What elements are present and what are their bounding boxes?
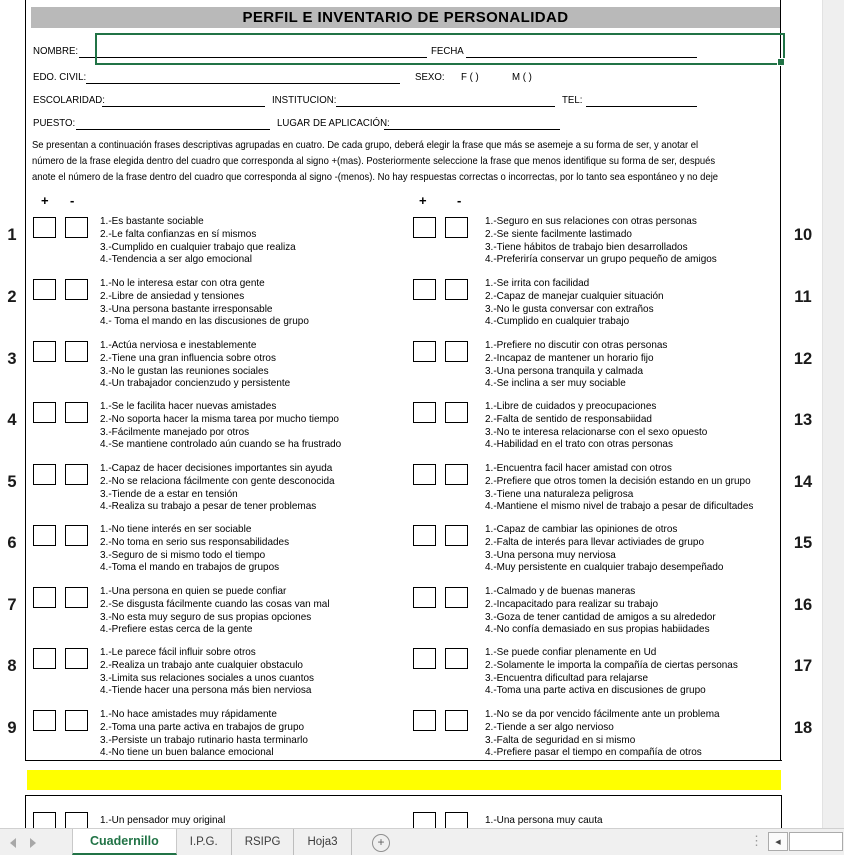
phrase-text: 2.-Incapaz de mantener un horario fijo [485, 351, 654, 364]
plus-box-group-4[interactable] [33, 402, 56, 423]
plus-box-group-13[interactable] [413, 402, 436, 423]
plus-box-group-19[interactable] [33, 812, 56, 828]
minus-box-group-15[interactable] [445, 525, 468, 546]
phrase-text: 4.-Se mantiene controlado aún cuando se ha frustrado [100, 438, 342, 451]
phrase-text: 4.-Realiza su trabajo a pesar de tener problemas [100, 500, 317, 513]
minus-box-group-11[interactable] [445, 279, 468, 300]
minus-box-group-3[interactable] [65, 341, 88, 362]
instructions-line-2: número de la frase elegida dentro del cuadro que corresponda al signo +(mas). Posteriormente seleccione la frase que menos identifique su forma de ser, después [32, 155, 716, 167]
minus-box-group-1[interactable] [65, 217, 88, 238]
phrase-text: 3.-Tiene una naturaleza peligrosa [485, 487, 634, 500]
phrase-text: 1.-Calmado y de buenas maneras [485, 585, 636, 597]
phrase-text: 4.-No confía demasiado en sus propias habiidades [485, 623, 710, 636]
group-row-5-14 [0, 462, 844, 520]
minus-header-right: - [457, 193, 462, 208]
phrase-text: 4.-Toma el mando en trabajos de grupos [100, 561, 280, 574]
group-number-1: 1 [7, 226, 17, 244]
phrase-text: 3.-Una persona bastante irresponsable [100, 302, 273, 315]
horizontal-scrollbar-thumb[interactable] [789, 832, 843, 851]
phrase-text: 2.-Falta de sentido de responsabiidad [485, 412, 652, 425]
phrase-text: 4.-Muy persistente en cualquier trabajo desempeñado [485, 561, 724, 574]
minus-box-group-17[interactable] [445, 648, 468, 669]
phrase-text: 2.-Prefiere que otros tomen la decisión estando en un grupo [485, 474, 751, 487]
phrase-text: 4.- Toma el mando en las discusiones de grupo [100, 315, 309, 328]
instructions-line-1: Se presentan a continuación frases descriptivas agrupadas en cuatro. De cada grupo, deberá elegir la frase que más se asemeje a su forma de ser, y anotar el [32, 139, 699, 151]
instructions-line-3: anote el número de la frase dentro del cuadro que corresponda al signo -(menos). No hay respuestas correctas o incorrectas, por lo tanto sea espontáneo y no deje [32, 171, 719, 183]
nombre-label: NOMBRE: [33, 45, 79, 57]
group-row-3-12 [0, 339, 844, 397]
phrase-text: 3.-Limita sus relaciones sociales a unos cuantos [100, 671, 315, 684]
group-number-7: 7 [7, 596, 17, 614]
plus-box-group-9[interactable] [33, 710, 56, 731]
sheet-tab-rsipg[interactable] [232, 829, 295, 855]
phrase-text: 2.-Solamente le importa la compañía de ciertas personas [485, 658, 738, 671]
phrase-text: 2.-Toma una parte activa en trabajos de grupo [100, 720, 305, 733]
phrase-text: 3.-Fácilmente manejado por otros [100, 425, 250, 438]
sheet-tab-cuadernillo[interactable] [72, 829, 177, 855]
phrase-text: 1.-No hace amistades muy rápidamente [100, 708, 277, 720]
group-number-2: 2 [7, 288, 17, 306]
minus-header-left: - [70, 193, 75, 208]
group-row-9-18 [0, 708, 844, 766]
next-sheet-icon[interactable] [30, 838, 36, 848]
phrase-text: 3.-No le gustan las reuniones sociales [100, 364, 269, 377]
phrase-text: 1.-Se le facilita hacer nuevas amistades [100, 400, 277, 412]
plus-box-group-17[interactable] [413, 648, 436, 669]
group-number-16: 16 [793, 596, 813, 614]
group-row-6-15 [0, 523, 844, 581]
phrase-text: 3.-No le gusta conversar con extraños [485, 302, 654, 315]
phrase-text: 4.-Tiende hacer una persona más bien nerviosa [100, 684, 312, 697]
phrase-text: 1.-Prefiere no discutir con otras personas [485, 339, 668, 351]
plus-box-group-12[interactable] [413, 341, 436, 362]
minus-box-group-7[interactable] [65, 587, 88, 608]
edo-civil-label: EDO. CIVIL: [33, 71, 87, 83]
sexo-f-option[interactable]: F ( ) [461, 71, 479, 83]
minus-box-group-16[interactable] [445, 587, 468, 608]
minus-box-group-5[interactable] [65, 464, 88, 485]
phrase-text: 3.-Falta de seguridad en si mismo [485, 733, 636, 746]
phrase-text: 3.-Seguro de si mismo todo el tiempo [100, 548, 266, 561]
puesto-label: PUESTO: [33, 117, 76, 129]
phrase-text: 1.-Una persona muy cauta [485, 814, 603, 826]
plus-box-group-7[interactable] [33, 587, 56, 608]
phrase-text: 2.-Falta de interés para llevar activiades de grupo [485, 535, 705, 548]
sheet-tab-ipg[interactable] [177, 829, 232, 855]
phrase-text: 1.-Una persona en quien se puede confiar [100, 585, 287, 597]
phrase-text: 1.-Le parece fácil influir sobre otros [100, 646, 256, 658]
group-number-9: 9 [7, 719, 17, 737]
group-number-14: 14 [793, 473, 813, 491]
phrase-text: 3.-Una persona tranquila y calmada [485, 364, 644, 377]
next-section-box [25, 795, 782, 828]
plus-box-group-8[interactable] [33, 648, 56, 669]
phrase-text: 3.-Tiende de a estar en tensión [100, 487, 238, 500]
phrase-text: 1.-Capaz de cambiar las opiniones de otros [485, 523, 678, 535]
sheet-tab-bar [0, 828, 844, 855]
phrase-text: 4.-Prefiere pasar el tiempo en compañía de otros [485, 746, 702, 759]
phrase-text: 2.-No se relaciona fácilmente con gente desconocida [100, 474, 335, 487]
group-number-6: 6 [7, 534, 17, 552]
phrase-text: 2.-Tiende a ser algo nervioso [485, 720, 614, 733]
prev-sheet-icon[interactable] [10, 838, 16, 848]
fecha-label: FECHA [431, 45, 464, 57]
minus-box-group-9[interactable] [65, 710, 88, 731]
phrase-text: 4.-Tendencia a ser algo emocional [100, 253, 252, 266]
group-number-15: 15 [793, 534, 813, 552]
plus-box-group-1[interactable] [33, 217, 56, 238]
phrase-text: 3.-Persiste un trabajo rutinario hasta terminarlo [100, 733, 308, 746]
phrase-text: 4.-Un trabajador concienzudo y persistente [100, 377, 291, 390]
phrase-text: 4.-Toma una parte activa en discusiones de grupo [485, 684, 706, 697]
phrase-text: 1.-Un pensador muy original [100, 814, 226, 826]
escolaridad-label: ESCOLARIDAD: [33, 94, 105, 106]
minus-box-group-10[interactable] [445, 217, 468, 238]
group-row-1-10 [0, 215, 844, 273]
group-row-8-17 [0, 646, 844, 704]
minus-box-group-18[interactable] [445, 710, 468, 731]
phrase-text: 4.-Preferiría conservar un grupo pequeño de amigos [485, 253, 717, 266]
highlight-band [27, 770, 781, 790]
group-row-4-13 [0, 400, 844, 458]
add-sheet-icon[interactable]: + [372, 834, 390, 852]
phrase-text: 4.-Se inclina a ser muy sociable [485, 377, 626, 390]
group-number-13: 13 [793, 411, 813, 429]
plus-box-group-14[interactable] [413, 464, 436, 485]
plus-box-group-20[interactable] [413, 812, 436, 828]
phrase-text: 2.-Se disgusta fácilmente cuando las cosas van mal [100, 597, 330, 610]
phrase-text: 3.-Cumplido en cualquier trabajo que realiza [100, 240, 296, 253]
phrase-text: 2.-Incapacitado para realizar su trabajo [485, 597, 659, 610]
group-number-11: 11 [794, 288, 812, 306]
phrase-text: 3.-No esta muy seguro de sus propias opciones [100, 610, 312, 623]
group-number-17: 17 [793, 657, 813, 675]
phrase-text: 4.-Mantiene el mismo nivel de trabajo a pesar de dificultades [485, 500, 754, 513]
phrase-text: 4.-Prefiere estas cerca de la gente [100, 623, 253, 636]
sexo-label: SEXO: [415, 71, 445, 83]
phrase-text: 1.-Seguro en sus relaciones con otras personas [485, 215, 697, 227]
group-number-12: 12 [793, 350, 813, 368]
sheet-tab-label: Cuadernillo [90, 834, 159, 848]
minus-box-group-19[interactable] [65, 812, 88, 828]
minus-box-group-4[interactable] [65, 402, 88, 423]
plus-header-left: + [41, 193, 49, 208]
phrase-text: 1.-No se da por vencido fácilmente ante un problema [485, 708, 720, 720]
phrase-text: 1.-No tiene interés en ser sociable [100, 523, 252, 535]
plus-box-group-5[interactable] [33, 464, 56, 485]
phrase-text: 4.-Habilidad en el trato con otras personas [485, 438, 673, 451]
phrase-text: 3.-Tiene hábitos de trabajo bien desarrollados [485, 240, 688, 253]
phrase-text: 2.-Tiene una gran influencia sobre otros [100, 351, 276, 364]
phrase-text: 2.-No soporta hacer la misma tarea por mucho tiempo [100, 412, 339, 425]
phrase-text: 4.-Cumplido en cualquier trabajo [485, 315, 630, 328]
phrase-text: 4.-No tiene un buen balance emocional [100, 746, 274, 759]
plus-box-group-2[interactable] [33, 279, 56, 300]
group-number-10: 10 [793, 226, 813, 244]
sheet-tabs [72, 829, 352, 855]
phrase-text: 1.-Actúa nerviosa e inestablemente [100, 339, 257, 351]
group-number-8: 8 [7, 657, 17, 675]
minus-box-group-13[interactable] [445, 402, 468, 423]
phrase-text: 1.-Se irrita con facilidad [485, 277, 590, 289]
institucion-label: INSTITUCION: [272, 94, 337, 106]
group-number-4: 4 [7, 411, 17, 429]
plus-box-group-3[interactable] [33, 341, 56, 362]
lugar-aplicacion-label: LUGAR DE APLICACIÓN: [277, 117, 390, 129]
phrase-text: 3.-No te interesa relacionarse con el sexo opuesto [485, 425, 708, 438]
plus-box-group-6[interactable] [33, 525, 56, 546]
sheet-tab-label: I.P.G. [189, 836, 218, 848]
minus-box-group-20[interactable] [445, 812, 468, 828]
group-number-3: 3 [7, 350, 17, 368]
sexo-m-option[interactable]: M ( ) [512, 71, 532, 83]
plus-box-group-10[interactable] [413, 217, 436, 238]
group-row-7-16 [0, 585, 844, 643]
plus-box-group-16[interactable] [413, 587, 436, 608]
minus-box-group-6[interactable] [65, 525, 88, 546]
phrase-text: 1.-Se puede confiar plenamente en Ud [485, 646, 657, 658]
plus-header-right: + [419, 193, 427, 208]
group-number-5: 5 [7, 473, 17, 491]
minus-box-group-12[interactable] [445, 341, 468, 362]
phrase-text: 2.-Capaz de manejar cualquier situación [485, 289, 664, 302]
phrase-text: 3.-Encuentra dificultad para relajarse [485, 671, 649, 684]
group-row-2-11 [0, 277, 844, 335]
scroll-left-button[interactable] [768, 832, 788, 851]
phrase-text: 2.-Libre de ansiedad y tensiones [100, 289, 245, 302]
phrase-text: 1.-Capaz de hacer decisiones importantes sin ayuda [100, 462, 333, 474]
sheet-tab-label: RSIPG [244, 836, 281, 848]
minus-box-group-14[interactable] [445, 464, 468, 485]
phrase-text: 3.-Goza de tener cantidad de amigos a su alrededor [485, 610, 716, 623]
drag-handle-icon[interactable]: ⋮ [750, 833, 763, 848]
phrase-text: 2.-Se siente facilmente lastimado [485, 227, 632, 240]
phrase-text: 2.-Realiza un trabajo ante cualquier obstaculo [100, 658, 303, 671]
phrase-text: 2.-Le falta confianzas en sí mismos [100, 227, 257, 240]
phrase-text: 3.-Una persona muy nerviosa [485, 548, 616, 561]
plus-box-group-15[interactable] [413, 525, 436, 546]
page-title: PERFIL E INVENTARIO DE PERSONALIDAD [242, 9, 569, 26]
phrase-text: 1.-Es bastante sociable [100, 215, 204, 227]
phrase-text: 1.-Libre de cuidados y preocupaciones [485, 400, 657, 412]
minus-box-group-2[interactable] [65, 279, 88, 300]
sheet-tab-label: Hoja3 [307, 836, 338, 848]
phrase-text: 2.-No toma en serio sus responsabilidades [100, 535, 290, 548]
tel-label: TEL: [562, 94, 583, 106]
group-number-18: 18 [793, 719, 813, 737]
minus-box-group-8[interactable] [65, 648, 88, 669]
phrase-text: 1.-No le interesa estar con otra gente [100, 277, 265, 289]
scroll-left-icon: ◀ [775, 838, 781, 846]
sheet-tab-hoja3[interactable] [294, 829, 351, 855]
plus-box-group-18[interactable] [413, 710, 436, 731]
phrase-text: 1.-Encuentra facil hacer amistad con otros [485, 462, 672, 474]
plus-box-group-11[interactable] [413, 279, 436, 300]
